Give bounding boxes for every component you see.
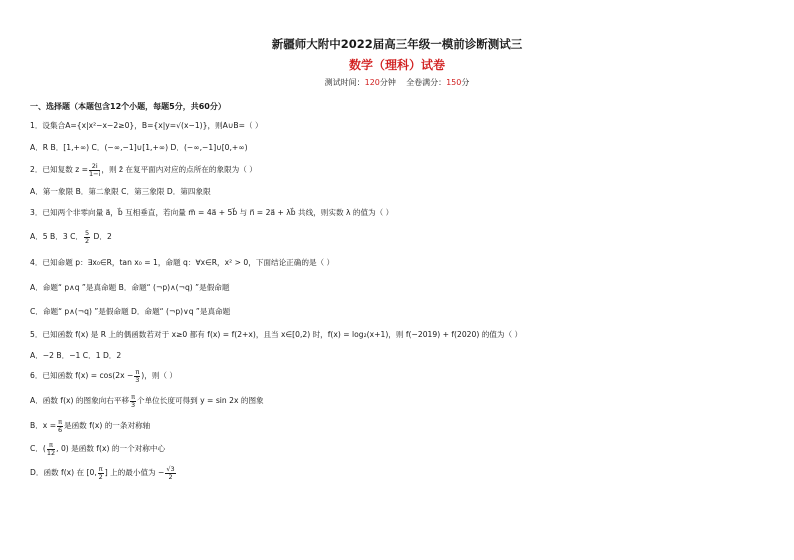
q6-opt-b-2: 是函数 f(x) 的一条对称轴 xyxy=(64,421,151,430)
section-heading: 一、选择题（本题包含12个小题，每题5分，共60分） xyxy=(30,102,226,111)
q6-opt-b-den: 6 xyxy=(57,425,63,434)
q2-stem-b: ，则 z̄ 在复平面内对应的点所在的象限为（ ） xyxy=(101,165,257,174)
q2-options: A．第一象限 B．第二象限 C．第三象限 D．第四象限 xyxy=(30,187,211,196)
q3-frac-num: 5 xyxy=(84,229,90,237)
q2-frac-num: 2i xyxy=(89,163,100,171)
exam-subtitle: 数学（理科）试卷 xyxy=(348,58,445,72)
q3-options-b: D．2 xyxy=(91,232,112,241)
q3-fraction xyxy=(84,230,90,244)
q6-opt-b-fraction xyxy=(57,419,63,433)
q6-stem-b: )，则（ ） xyxy=(141,371,178,380)
q6-frac-den: 3 xyxy=(135,375,140,384)
score-label: 全卷满分： xyxy=(406,78,447,87)
q6-opt-d-fraction xyxy=(98,466,104,480)
q1-stem: 1．设集合A={x|x²−x−2≥0}，B={x|y=√(x−1)}，则A∪B=（ ） xyxy=(30,121,263,130)
q4-options-ab: A．命题“ p∧q ”是真命题 B．命题“ (¬p)∧(¬q) ”是假命题 xyxy=(30,283,230,292)
q6-stem-a: 6．已知函数 f(x) = cos(2x − xyxy=(30,371,134,380)
q6-opt-d-den2: 2 xyxy=(168,472,173,481)
q6-frac-num: π xyxy=(135,368,140,376)
q3-frac-den: 2 xyxy=(84,236,90,245)
q6-opt-d-num: π xyxy=(98,465,103,473)
time-value: 120 xyxy=(364,78,380,87)
q6-opt-c-2: , 0) 是函数 f(x) 的一个对称中心 xyxy=(56,444,166,453)
exam-title: 新疆师大附中2022届高三年级一模前诊断测试三 xyxy=(271,37,523,51)
q3-options-a: A．5 B．3 C． xyxy=(30,232,83,241)
q6-opt-a-1: A．函数 f(x) 的图象向右平移 xyxy=(30,396,130,405)
q6-opt-b-num: π xyxy=(58,418,62,426)
q6-opt-d-2: ] 上的最小值为 − xyxy=(104,468,165,477)
q3-options xyxy=(30,230,112,244)
q6-option-a xyxy=(30,394,264,408)
q2-stem xyxy=(30,163,257,177)
q6-opt-c-den: 12 xyxy=(46,448,56,457)
q6-option-c xyxy=(30,442,165,456)
q6-opt-a-num: π xyxy=(131,393,135,401)
q6-option-d xyxy=(30,466,177,480)
q6-opt-d-1: D．函数 f(x) 在 [0, xyxy=(30,468,97,477)
q6-opt-c-num: π xyxy=(47,442,55,450)
q6-option-b xyxy=(30,419,150,433)
q4-stem: 4．已知命题 p：∃x₀∈R，tan x₀ = 1，命题 q：∀x∈R，x² > 0，下面结论正确的是（ ） xyxy=(30,258,335,267)
q6-stem xyxy=(30,369,177,383)
exam-meta xyxy=(0,77,794,88)
q6-fraction xyxy=(134,369,140,383)
q6-opt-d-den: 2 xyxy=(98,472,103,481)
q6-opt-b-1: B．x = xyxy=(30,421,57,430)
time-label: 测试时间： xyxy=(324,78,365,87)
q6-opt-d-num2: √3 xyxy=(166,465,175,473)
q6-opt-a-fraction xyxy=(130,394,136,408)
time-unit: 分钟 xyxy=(379,78,396,87)
q2-fraction xyxy=(89,163,100,177)
q6-opt-a-2: 个单位长度可得到 y = sin 2x 的图象 xyxy=(136,396,264,405)
q4-options-cd: C．命题“ p∧(¬q) ”是假命题 D．命题“ (¬p)∨q ”是真命题 xyxy=(30,307,231,316)
q2-frac-den: 1−i xyxy=(88,169,101,178)
score-unit: 分 xyxy=(461,78,470,87)
q5-stem: 5．已知函数 f(x) 是 R 上的偶函数若对于 x≥0 都有 f(x) = f(2+x)，且当 x∈[0,2) 时，f(x) = log₂(x+1)，则 f(−2019) + f(2020) 的值为（ ） xyxy=(30,330,523,339)
q1-options: A．R B．[1,+∞) C．(−∞,−1]∪[1,+∞) D．(−∞,−1]∪[0,+∞) xyxy=(30,143,248,152)
q2-stem-a: 2．已知复数 z = xyxy=(30,165,88,174)
score-value: 150 xyxy=(446,78,462,87)
q6-opt-a-den: 3 xyxy=(130,400,136,409)
q6-opt-d-fraction-2 xyxy=(165,466,175,480)
q3-stem: 3．已知两个非零向量 a⃗，b⃗ 互相垂直，若向量 m⃗ = 4a⃗ + 5b⃗ 与 n⃗ = 2a⃗ + λb⃗ 共线，则实数 λ 的值为（ ） xyxy=(30,208,394,217)
q6-opt-c-fraction xyxy=(47,442,55,456)
q5-options: A．−2 B．−1 C．1 D．2 xyxy=(30,351,122,360)
q6-opt-c-1: C．( xyxy=(30,444,46,453)
